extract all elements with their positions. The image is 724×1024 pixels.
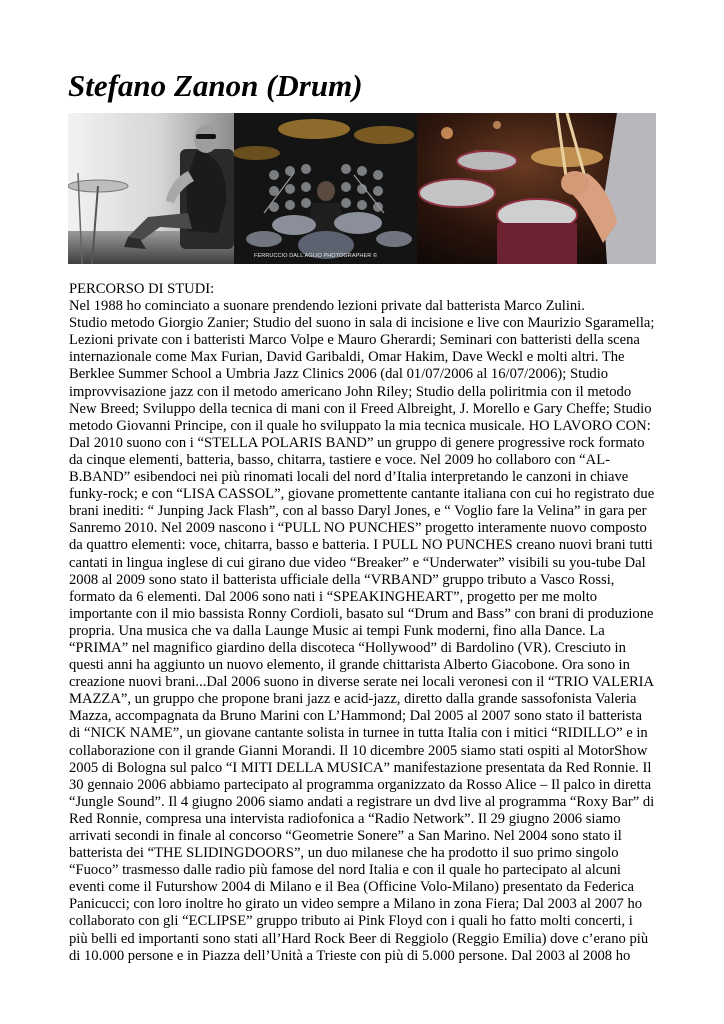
text-line: “PRIMA” nel magnifico giardino della discoteca “Hollywood” di Bardolino (VR). Cresciuto in <box>69 639 626 656</box>
text-line: MAZZA”, un gruppo che propone brani jazz e acid-jazz, diretto dalla grande sassofonista Valeria <box>69 691 637 708</box>
text-line: Dal 2010 suono con i “STELLA POLARIS BAND” un gruppo di genere progressive rock formato <box>69 434 645 451</box>
drummer-seated-portrait <box>68 113 234 264</box>
text-line: di 10.000 persone e in Piazza dell’Unità a Trieste con più di 5.000 persone. Dal 2003 al 2008 ho <box>69 947 631 964</box>
text-line: eventi come il Futurshow 2004 di Milano e il Bea (Officine Volo-Milano) presentato da Federica <box>69 879 634 896</box>
drummer-at-kit-stage <box>234 113 417 264</box>
drumming-hands-closeup <box>417 113 656 264</box>
text-line: importante con il mio bassista Ronny Cordioli, basato sul “Drum and Bass” con brani di produzione <box>69 605 654 622</box>
text-line: “Fuoco” trasmesso dalle radio più famose del nord Italia e con il quale ho partecipato al alcuni <box>69 862 621 879</box>
text-line: più belli ed importanti sono stati all’Hard Rock Beer di Reggiolo (Reggio Emilia) dove c’erano più <box>69 930 649 947</box>
text-line: arrivati secondi in finale al concorso “Geometrie Sonere” a San Marino. Nel 2004 sono stato il <box>69 828 622 844</box>
text-line: New Breed; Sviluppo della tecnica di mani con il Freed Albreight, J. Morello e Gary Cheffe; Studio <box>69 400 652 417</box>
text-line: propria. Una musica che va dalla Launge Music ai tempi Funk moderni, fino alla Dance. La <box>69 622 605 639</box>
text-line: B.BAND” esibendoci nei più rinomati locali del nord d’Italia interpretando le canzoni in chiave <box>69 469 629 486</box>
text-line: “Jungle Sound”. Il 4 giugno 2006 siamo andati a registrare un dvd live al programma “Roxy Bar” di <box>69 793 655 810</box>
text-line: 2008 al 2009 sono stato il batterista ufficiale della “VRBAND” gruppo tributo a Vasco Rossi, <box>69 571 615 588</box>
photo-strip <box>68 113 656 264</box>
biography-text <box>69 281 669 965</box>
text-line: cantati in lingua inglese di cui girano due video “Breaker” e “Underwater” visibili su you-tube Dal <box>69 554 646 571</box>
text-line: Berklee Summer School a Umbria Jazz Clinics 2006 (dal 01/07/2006 al 16/07/2006); Studio <box>69 366 609 383</box>
text-line: 30 gennaio 2006 abbiamo partecipato al programma organizzato da Rosso Alice – Il palco in diretta <box>69 776 652 793</box>
text-line: di “NICK NAME”, un giovane cantante solista in turnee in tutta Italia con i mitici “RIDILLO” e in <box>69 725 648 742</box>
text-line: Sanremo 2010. Nel 2009 nascono i “PULL NO PUNCHES” progetto interamente nuovo composto <box>69 520 647 537</box>
text-line: Studio metodo Giorgio Zanier; Studio del suono in sala di incisione e live con Maurizio Sgaramella; <box>69 315 655 332</box>
text-line: formato da 6 elementi. Dal 2006 sono nati i “SPEAKINGHEART”, progetto per me molto <box>69 588 598 605</box>
text-line: collaborazione con il grande Gianni Morandi. Il 10 dicembre 2005 siamo stati ospiti al MotorShow <box>69 742 648 759</box>
text-line: improvvisazione jazz con il metodo americano John Riley; Studio della poliritmia con il metodo <box>69 383 632 400</box>
text-line: creazione nuovi brani...Dal 2006 suono in diverse serate nei locali veronesi con il “TRIO VALERIA <box>69 674 655 691</box>
text-line: Panicucci; con loro inoltre ho girato un video sempre a Milano in zona Fiera; Dal 2003 al 2007 ho <box>69 896 643 913</box>
text-line: batterista dei “THE SLIDINGDOORS”, un duo milanese che ha prodotto il suo primo singolo <box>69 845 619 862</box>
text-line: Lezioni private con i batteristi Marco Volpe e Mauro Gherardi; Seminari con batteristi della scena <box>69 332 640 349</box>
text-line: da quattro elementi: voce, chitarra, basso e batteria. I PULL NO PUNCHES creano nuovi brani tutti <box>69 537 653 554</box>
text-line: metodo Giovanni Principe, con il quale ho sviluppato la mia tecnica musicale. HO LAVORO CON: <box>69 417 651 434</box>
text-line: questi anni ha aggiunto un nuovo elemento, il grande chittarista Alberto Giacobone. Ora sono in <box>69 657 630 674</box>
photo-credit: FERRUCCIO DALL'AGLIO PHOTOGRAPHER © <box>254 253 378 259</box>
text-line: PERCORSO DI STUDI: <box>69 281 215 297</box>
text-line: Mazza, accompagnata da Bruno Marini con L’Hammond; Dal 2005 al 2007 sono stato il batterista <box>69 708 642 725</box>
text-line: funky-rock; e con “LISA CASSOL”, giovane promettente cantante italiana con cui ho registrato due <box>69 486 655 503</box>
text-line: 2005 di Bologna sul palco “I MITI DELLA MUSICA” manifestazione presentata da Red Ronnie. Il <box>69 759 652 776</box>
text-line: Nel 1988 ho cominciato a suonare prendendo lezioni private dal batterista Marco Zulini. <box>69 298 585 315</box>
text-line: brani inediti: “ Junping Jack Flash”, con al basso Daryl Jones, e “ Voglio fare la Velina” in gara per <box>69 503 647 520</box>
text-line: internazionale come Max Furian, David Garibaldi, Omar Hakim, Dave Weckl e molti altri. The <box>69 349 625 366</box>
text-line: collaborato con gli “ECLIPSE” gruppo tributo ai Pink Floyd con i quali ho fatto molti concerti, i <box>69 913 633 930</box>
text-line: da cinque elementi, batteria, basso, chitarra, tastiere e voce. Nel 2009 ho collaboro con “AL- <box>69 451 610 468</box>
text-line: Red Ronnie, compresa una intervista radiofonica a “Radio Network”. Il 29 giugno 2006 siamo <box>69 810 621 827</box>
page-title: Stefano Zanon (Drum) <box>68 68 363 103</box>
